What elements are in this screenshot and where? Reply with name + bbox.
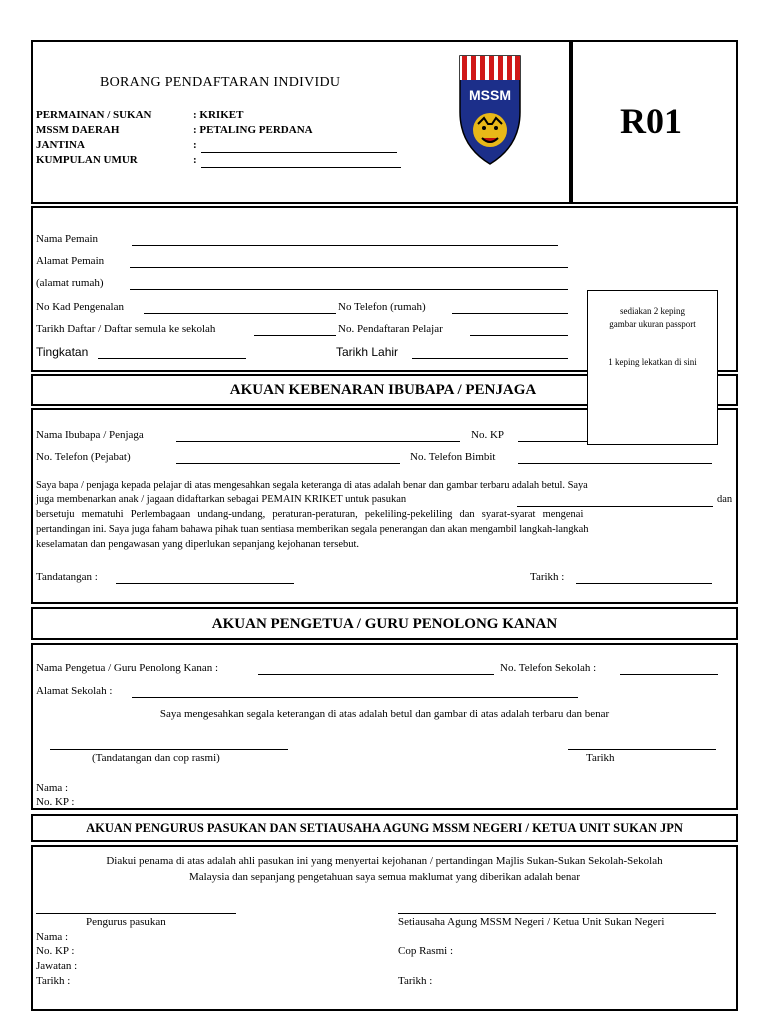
- tandatangan-ibubapa-line[interactable]: [116, 583, 294, 584]
- nokp-pengetua-label: No. KP :: [36, 796, 75, 808]
- no-kad-line[interactable]: [144, 313, 336, 314]
- telefon-pejabat-label: No. Telefon (Pejabat): [36, 451, 131, 463]
- team-cop-rasmi-label: Cop Rasmi :: [398, 945, 454, 957]
- field-label-sukan: PERMAINAN / SUKAN: [36, 109, 152, 121]
- pasukan-line[interactable]: [517, 506, 713, 507]
- tingkatan-line[interactable]: [98, 358, 246, 359]
- team-tarikh-right-label: Tarikh :: [398, 975, 433, 987]
- field-value-jantina: :: [193, 139, 197, 151]
- no-kp-line[interactable]: [518, 441, 588, 442]
- photo-instruction-1: sediakan 2 keping: [620, 306, 685, 316]
- alamat-rumah-label: (alamat rumah): [36, 277, 104, 289]
- parent-para-line-5: keselamatan dan pengawasan yang diperlukan sepanjang kejohanan tersebut.: [36, 539, 360, 550]
- nama-ibubapa-line[interactable]: [176, 441, 460, 442]
- setiausaha-label: Setiausaha Agung MSSM Negeri / Ketua Unit Sukan Negeri: [398, 916, 665, 928]
- alamat-pemain-label: Alamat Pemain: [36, 255, 105, 267]
- mssm-logo-icon: [458, 54, 522, 166]
- nama-pemain-label: Nama Pemain: [36, 233, 99, 245]
- no-kad-label: No Kad Pengenalan: [36, 301, 124, 313]
- no-telefon-rumah-label: No Telefon (rumah): [338, 301, 426, 313]
- team-nokp-label: No. KP :: [36, 945, 75, 957]
- photo-instruction-3: 1 keping lekatkan di sini: [608, 357, 697, 367]
- no-pendaftaran-label: No. Pendaftaran Pelajar: [338, 323, 443, 335]
- team-box: [31, 845, 738, 1011]
- parent-para-line-4: pertandingan ini. Saya juga faham bahawa pihak tuan sentiasa memberikan segala penerangan dan akan mengambil langkah-langkah: [36, 524, 589, 535]
- pengurus-label: Pengurus pasukan: [86, 916, 166, 928]
- nama-ibubapa-label: Nama Ibubapa / Penjaga: [36, 429, 144, 441]
- form-title: BORANG PENDAFTARAN INDIVIDU: [100, 75, 341, 90]
- tingkatan-label: Tingkatan: [36, 345, 89, 359]
- field-value-daerah: : PETALING PERDANA: [193, 124, 313, 136]
- alamat-sekolah-line[interactable]: [132, 697, 578, 698]
- tarikh-lahir-line[interactable]: [412, 358, 568, 359]
- alamat-pemain-line[interactable]: [130, 267, 568, 268]
- tarikh-ibubapa-line[interactable]: [576, 583, 712, 584]
- field-label-jantina: JANTINA: [36, 139, 85, 151]
- tarikh-daftar-label: Tarikh Daftar / Daftar semula ke sekolah: [36, 323, 216, 335]
- parent-para-line-1: Saya bapa / penjaga kepada pelajar di atas mengesahkan segala keteranga di atas adalah benar dan gambar terbaru adalah betul. Saya: [36, 480, 588, 491]
- alamat-rumah-line[interactable]: [130, 289, 568, 290]
- alamat-sekolah-label: Alamat Sekolah :: [36, 685, 113, 697]
- tarikh-pengetua-line[interactable]: [568, 749, 716, 750]
- tandatangan-ibubapa-label: Tandatangan :: [36, 571, 98, 583]
- setiausaha-line[interactable]: [398, 913, 716, 914]
- parent-para-line-3: bersetuju mematuhi Perlembagaan undang-undang, peraturan-peraturan, pekeliling-pekeliling dan syarat-syarat mengenai: [36, 509, 584, 520]
- nama-pengetua-label: Nama Pengetua / Guru Penolong Kanan :: [36, 662, 219, 674]
- nama-pengetua-bottom-label: Nama :: [36, 782, 69, 794]
- field-value-umur: :: [193, 154, 197, 166]
- team-jawatan-label: Jawatan :: [36, 960, 78, 972]
- parent-para-line-2b: dan: [717, 494, 733, 505]
- jantina-line[interactable]: [201, 152, 397, 153]
- principal-heading: AKUAN PENGETUA / GURU PENOLONG KANAN: [211, 616, 558, 632]
- telefon-sekolah-label: No. Telefon Sekolah :: [500, 662, 597, 674]
- team-statement-1: Diakui penama di atas adalah ahli pasukan ini yang menyertai kejohanan / pertandingan Majlis Sukan-Sukan Sekolah-Sekolah: [106, 855, 663, 867]
- no-kp-label: No. KP: [471, 429, 505, 441]
- parent-para-line-2a: juga membenarkan anak / jagaan didaftarkan sebagai PEMAIN KRIKET untuk pasukan: [36, 494, 407, 505]
- tarikh-lahir-label: Tarikh Lahir: [336, 345, 399, 359]
- no-pendaftaran-line[interactable]: [470, 335, 568, 336]
- tarikh-ibubapa-label: Tarikh :: [530, 571, 565, 583]
- team-nama-label: Nama :: [36, 931, 69, 943]
- photo-instruction-2: gambar ukuran passport: [609, 319, 696, 329]
- nama-pemain-line[interactable]: [132, 245, 558, 246]
- tarikh-daftar-line[interactable]: [254, 335, 336, 336]
- tarikh-pengetua-label: Tarikh: [586, 752, 615, 764]
- umur-line[interactable]: [201, 167, 401, 168]
- principal-statement: Saya mengesahkan segala keterangan di atas adalah betul dan gambar di atas adalah terbaru dan benar: [159, 708, 610, 720]
- telefon-sekolah-line[interactable]: [620, 674, 718, 675]
- no-telefon-rumah-line[interactable]: [452, 313, 568, 314]
- form-code: R01: [620, 101, 682, 141]
- tandatangan-pengetua-label: (Tandatangan dan cop rasmi): [92, 752, 220, 764]
- telefon-bimbit-label: No. Telefon Bimbit: [410, 451, 496, 463]
- parent-heading: AKUAN KEBENARAN IBUBAPA / PENJAGA: [229, 382, 537, 398]
- field-label-umur: KUMPULAN UMUR: [36, 154, 138, 166]
- telefon-bimbit-line[interactable]: [518, 463, 712, 464]
- telefon-pejabat-line[interactable]: [176, 463, 400, 464]
- team-tarikh-left-label: Tarikh :: [36, 975, 71, 987]
- field-value-sukan: : KRIKET: [193, 109, 244, 121]
- svg-text:MSSM: MSSM: [469, 87, 511, 103]
- tandatangan-pengetua-line[interactable]: [50, 749, 288, 750]
- nama-pengetua-line[interactable]: [258, 674, 494, 675]
- field-label-daerah: MSSM DAERAH: [36, 124, 120, 136]
- team-heading: AKUAN PENGURUS PASUKAN DAN SETIAUSAHA AGUNG MSSM NEGERI / KETUA UNIT SUKAN JPN: [86, 821, 683, 835]
- pengurus-line[interactable]: [36, 913, 236, 914]
- team-statement-2: Malaysia dan sepanjang pengetahuan saya semua maklumat yang diberikan adalah benar: [189, 871, 580, 883]
